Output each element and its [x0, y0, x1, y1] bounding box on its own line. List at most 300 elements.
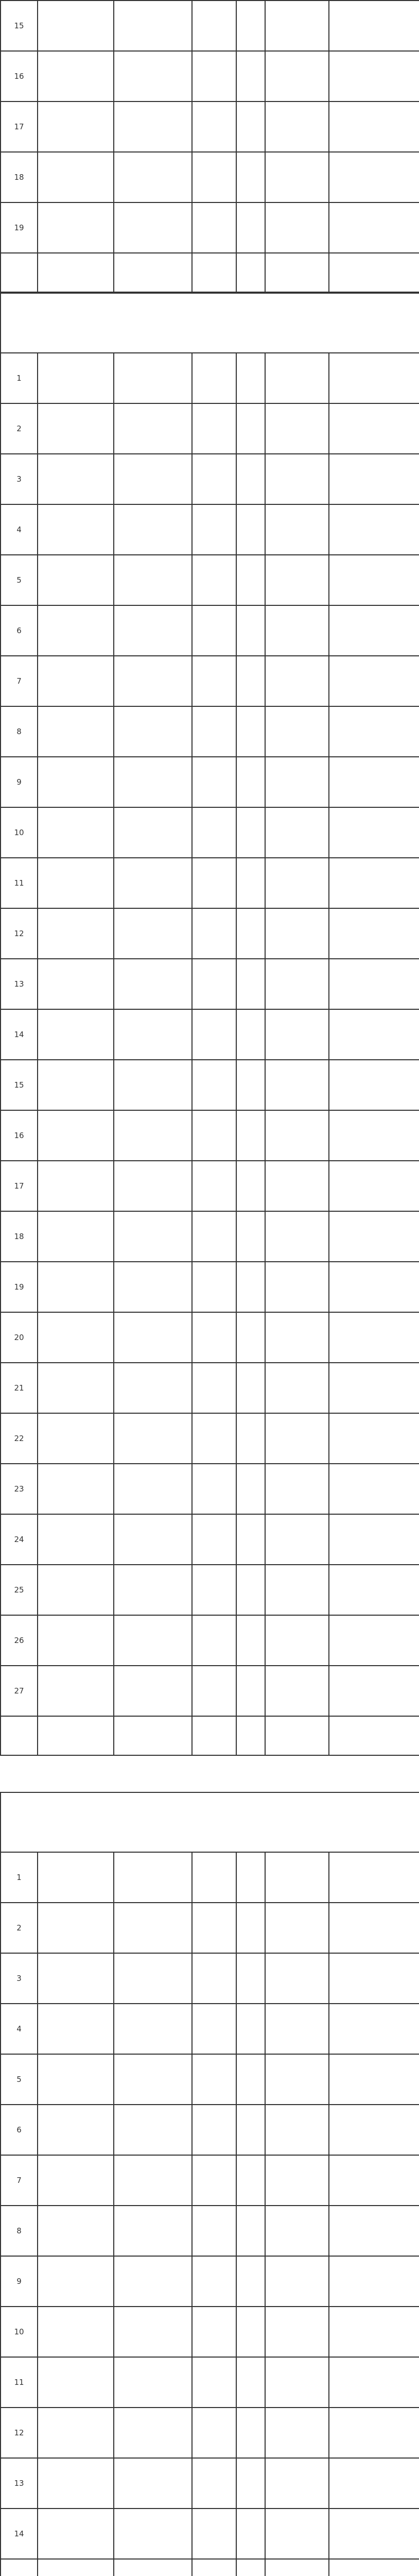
row-number: 11	[1, 858, 38, 908]
hiring-unit	[114, 2559, 192, 2576]
post-type	[192, 807, 236, 858]
post-type	[192, 2054, 236, 2105]
hiring-agency	[38, 1, 114, 51]
quota-count	[236, 1903, 265, 1953]
quota-count	[236, 2357, 265, 2408]
post-type	[192, 2256, 236, 2307]
table-row	[1, 1211, 419, 1262]
post-type	[192, 2559, 236, 2576]
major-requirement	[329, 2307, 419, 2357]
row-number: 18	[1, 1211, 38, 1262]
quota-count	[236, 2206, 265, 2256]
hiring-agency	[38, 1464, 114, 1514]
row-number: 19	[1, 202, 38, 253]
subtotal-empty-cell	[38, 253, 114, 292]
post-type	[192, 1615, 236, 1666]
table-row	[1, 1262, 419, 1312]
hiring-agency	[38, 1615, 114, 1666]
quota-count	[236, 353, 265, 403]
post-type	[192, 1, 236, 51]
quota-count	[236, 101, 265, 152]
quota-count	[236, 51, 265, 101]
row-number: 14	[1, 1009, 38, 1060]
table-row	[1, 1312, 419, 1363]
row-number: 25	[1, 1565, 38, 1615]
row-number: 17	[1, 1161, 38, 1211]
hiring-agency	[38, 908, 114, 959]
quota-count	[236, 1110, 265, 1161]
hiring-agency	[38, 2458, 114, 2509]
table-row	[1, 908, 419, 959]
hiring-agency	[38, 2105, 114, 2155]
table-row	[1, 2155, 419, 2206]
post-type	[192, 1464, 236, 1514]
subtotal-empty-cell	[265, 1716, 329, 1755]
section-title	[1, 293, 419, 353]
education-requirement	[265, 2408, 329, 2458]
post-type	[192, 2307, 236, 2357]
major-requirement	[329, 1464, 419, 1514]
table-row	[1, 555, 419, 605]
hiring-unit	[114, 2105, 192, 2155]
education-requirement	[265, 858, 329, 908]
quota-count	[236, 1666, 265, 1716]
row-number: 14	[1, 2509, 38, 2559]
post-type	[192, 2509, 236, 2559]
education-requirement	[265, 2256, 329, 2307]
quota-count	[236, 454, 265, 504]
post-type	[192, 706, 236, 757]
section-1-body	[1, 293, 419, 1755]
row-number: 18	[1, 152, 38, 202]
table-row	[1, 504, 419, 555]
row-number: 9	[1, 757, 38, 807]
hiring-unit	[114, 1161, 192, 1211]
hiring-unit	[114, 1953, 192, 2004]
post-type	[192, 1009, 236, 1060]
row-number: 16	[1, 1110, 38, 1161]
row-number: 7	[1, 2155, 38, 2206]
recruitment-table-a	[0, 0, 419, 293]
major-requirement	[329, 2004, 419, 2054]
row-number: 7	[1, 656, 38, 706]
quota-count	[236, 959, 265, 1009]
hiring-agency	[38, 1514, 114, 1565]
quota-count	[236, 605, 265, 656]
row-number: 19	[1, 1262, 38, 1312]
major-requirement	[329, 2509, 419, 2559]
hiring-agency	[38, 454, 114, 504]
row-number: 1	[1, 353, 38, 403]
hiring-unit	[114, 1110, 192, 1161]
table-row	[1, 656, 419, 706]
quota-count	[236, 1161, 265, 1211]
hiring-agency	[38, 555, 114, 605]
education-requirement	[265, 504, 329, 555]
hiring-agency	[38, 1903, 114, 1953]
hiring-unit	[114, 2458, 192, 2509]
hiring-agency	[38, 504, 114, 555]
row-number: 26	[1, 1615, 38, 1666]
major-requirement	[329, 1161, 419, 1211]
education-requirement	[265, 101, 329, 152]
subtotal-row	[1, 1716, 419, 1755]
post-type	[192, 202, 236, 253]
table-row	[1, 1009, 419, 1060]
education-requirement	[265, 1060, 329, 1110]
post-type	[192, 1060, 236, 1110]
hiring-agency	[38, 1666, 114, 1716]
major-requirement	[329, 152, 419, 202]
hiring-agency	[38, 2004, 114, 2054]
row-number: 2	[1, 403, 38, 454]
table-row	[1, 1110, 419, 1161]
education-requirement	[265, 353, 329, 403]
major-requirement	[329, 1363, 419, 1413]
post-type	[192, 152, 236, 202]
major-requirement	[329, 1953, 419, 2004]
hiring-agency	[38, 807, 114, 858]
hiring-agency	[38, 202, 114, 253]
major-requirement	[329, 202, 419, 253]
hiring-agency	[38, 353, 114, 403]
table-row	[1, 605, 419, 656]
hiring-unit	[114, 2206, 192, 2256]
hiring-agency	[38, 2256, 114, 2307]
quota-count	[236, 656, 265, 706]
post-type	[192, 858, 236, 908]
hiring-agency	[38, 1413, 114, 1464]
post-type	[192, 555, 236, 605]
table-row	[1, 2559, 419, 2576]
hiring-agency	[38, 2054, 114, 2105]
table-row	[1, 454, 419, 504]
education-requirement	[265, 1464, 329, 1514]
hiring-agency	[38, 605, 114, 656]
row-number: 20	[1, 1312, 38, 1363]
table-row	[1, 1060, 419, 1110]
row-number: 15	[1, 1060, 38, 1110]
education-requirement	[265, 152, 329, 202]
hiring-unit	[114, 605, 192, 656]
hiring-agency	[38, 656, 114, 706]
table-row	[1, 1514, 419, 1565]
post-type	[192, 454, 236, 504]
hiring-unit	[114, 1009, 192, 1060]
quota-count	[236, 1009, 265, 1060]
table-row	[1, 2004, 419, 2054]
hiring-unit	[114, 403, 192, 454]
education-requirement	[265, 1363, 329, 1413]
row-number: 3	[1, 454, 38, 504]
section-gap	[0, 1756, 419, 1792]
major-requirement	[329, 454, 419, 504]
education-requirement	[265, 555, 329, 605]
major-requirement	[329, 1009, 419, 1060]
hiring-unit	[114, 2307, 192, 2357]
hiring-unit	[114, 1413, 192, 1464]
hiring-agency	[38, 2509, 114, 2559]
education-requirement	[265, 656, 329, 706]
post-type	[192, 605, 236, 656]
table-row	[1, 1903, 419, 1953]
quota-count	[236, 2004, 265, 2054]
table-row	[1, 202, 419, 253]
hiring-unit	[114, 152, 192, 202]
post-type	[192, 1363, 236, 1413]
quota-count	[236, 1060, 265, 1110]
quota-count	[236, 757, 265, 807]
education-requirement	[265, 1161, 329, 1211]
quota-count	[236, 908, 265, 959]
row-number: 5	[1, 555, 38, 605]
hiring-unit	[114, 858, 192, 908]
hiring-unit	[114, 2054, 192, 2105]
post-type	[192, 2206, 236, 2256]
row-number: 4	[1, 504, 38, 555]
row-number: 12	[1, 2408, 38, 2458]
major-requirement	[329, 706, 419, 757]
row-number: 5	[1, 2054, 38, 2105]
table-row	[1, 1666, 419, 1716]
subtotal-empty-cell	[192, 1716, 236, 1755]
quota-count	[236, 2105, 265, 2155]
hiring-agency	[38, 706, 114, 757]
row-number: 15	[1, 1, 38, 51]
table-row	[1, 1464, 419, 1514]
quota-count	[236, 2408, 265, 2458]
section-2-body	[1, 1792, 419, 2576]
post-type	[192, 2155, 236, 2206]
table-row	[1, 1413, 419, 1464]
row-number: 10	[1, 2307, 38, 2357]
hiring-agency	[38, 2155, 114, 2206]
post-type	[192, 2408, 236, 2458]
education-requirement	[265, 2054, 329, 2105]
hiring-unit	[114, 1, 192, 51]
row-number: 4	[1, 2004, 38, 2054]
education-requirement	[265, 757, 329, 807]
post-type	[192, 1262, 236, 1312]
hiring-agency	[38, 1211, 114, 1262]
education-requirement	[265, 1565, 329, 1615]
row-number: 3	[1, 1953, 38, 2004]
row-number: 9	[1, 2256, 38, 2307]
major-requirement	[329, 555, 419, 605]
quota-count	[236, 2054, 265, 2105]
hiring-agency	[38, 1161, 114, 1211]
hiring-agency	[38, 2206, 114, 2256]
hiring-unit	[114, 1565, 192, 1615]
major-requirement	[329, 1615, 419, 1666]
major-requirement	[329, 2206, 419, 2256]
major-requirement	[329, 403, 419, 454]
major-requirement	[329, 656, 419, 706]
major-requirement	[329, 101, 419, 152]
row-number: 12	[1, 908, 38, 959]
hiring-agency	[38, 1262, 114, 1312]
hiring-unit	[114, 1852, 192, 1903]
education-requirement	[265, 1903, 329, 1953]
row-number: 8	[1, 2206, 38, 2256]
table-row	[1, 353, 419, 403]
quota-count	[236, 152, 265, 202]
subtotal-empty-cell	[329, 253, 419, 292]
row-number: 6	[1, 2105, 38, 2155]
major-requirement	[329, 2408, 419, 2458]
post-type	[192, 1110, 236, 1161]
hiring-unit	[114, 504, 192, 555]
quota-count	[236, 2256, 265, 2307]
quota-count	[236, 1, 265, 51]
education-requirement	[265, 908, 329, 959]
quota-count	[236, 1953, 265, 2004]
education-requirement	[265, 51, 329, 101]
post-type	[192, 101, 236, 152]
quota-count	[236, 1464, 265, 1514]
recruitment-table-b	[0, 293, 419, 1756]
education-requirement	[265, 1211, 329, 1262]
subtotal-value	[236, 253, 265, 292]
table-row	[1, 2458, 419, 2509]
hiring-agency	[38, 1565, 114, 1615]
major-requirement	[329, 1312, 419, 1363]
education-requirement	[265, 1009, 329, 1060]
major-requirement	[329, 2458, 419, 2509]
hiring-unit	[114, 2357, 192, 2408]
hiring-unit	[114, 454, 192, 504]
table-row	[1, 1565, 419, 1615]
hiring-unit	[114, 2004, 192, 2054]
table-row	[1, 706, 419, 757]
education-requirement	[265, 807, 329, 858]
education-requirement	[265, 1953, 329, 2004]
hiring-unit	[114, 2509, 192, 2559]
row-number: 22	[1, 1413, 38, 1464]
post-type	[192, 656, 236, 706]
post-type	[192, 908, 236, 959]
quota-count	[236, 2155, 265, 2206]
hiring-agency	[38, 1363, 114, 1413]
table-row	[1, 2054, 419, 2105]
hiring-unit	[114, 807, 192, 858]
quota-count	[236, 807, 265, 858]
table-row	[1, 152, 419, 202]
hiring-unit	[114, 959, 192, 1009]
quota-count	[236, 1312, 265, 1363]
major-requirement	[329, 2155, 419, 2206]
hiring-unit	[114, 1060, 192, 1110]
education-requirement	[265, 2105, 329, 2155]
post-type	[192, 504, 236, 555]
major-requirement	[329, 1060, 419, 1110]
hiring-unit	[114, 101, 192, 152]
hiring-agency	[38, 2357, 114, 2408]
education-requirement	[265, 2206, 329, 2256]
row-number: 8	[1, 706, 38, 757]
table-row	[1, 1852, 419, 1903]
major-requirement	[329, 2559, 419, 2576]
table-row	[1, 2206, 419, 2256]
table-row	[1, 2357, 419, 2408]
post-type	[192, 2105, 236, 2155]
post-type	[192, 1953, 236, 2004]
quota-count	[236, 1211, 265, 1262]
hiring-agency	[38, 2408, 114, 2458]
major-requirement	[329, 1852, 419, 1903]
hiring-agency	[38, 858, 114, 908]
table-row	[1, 2256, 419, 2307]
education-requirement	[265, 1852, 329, 1903]
quota-count	[236, 2458, 265, 2509]
row-number: 2	[1, 1903, 38, 1953]
table-row	[1, 51, 419, 101]
quota-count	[236, 1615, 265, 1666]
quota-count	[236, 2307, 265, 2357]
education-requirement	[265, 2357, 329, 2408]
recruitment-table-c	[0, 1792, 419, 2576]
major-requirement	[329, 605, 419, 656]
hiring-unit	[114, 2408, 192, 2458]
education-requirement	[265, 2559, 329, 2576]
row-number: 27	[1, 1666, 38, 1716]
table-row	[1, 858, 419, 908]
post-type	[192, 1413, 236, 1464]
major-requirement	[329, 51, 419, 101]
quota-count	[236, 2509, 265, 2559]
table-row	[1, 1161, 419, 1211]
major-requirement	[329, 1903, 419, 1953]
education-requirement	[265, 1514, 329, 1565]
post-type	[192, 1211, 236, 1262]
subtotal-label	[1, 1716, 38, 1755]
hiring-agency	[38, 2559, 114, 2576]
table-row	[1, 1953, 419, 2004]
row-number: 1	[1, 1852, 38, 1903]
post-type	[192, 757, 236, 807]
hiring-agency	[38, 959, 114, 1009]
quota-count	[236, 1514, 265, 1565]
hiring-unit	[114, 1666, 192, 1716]
hiring-unit	[114, 1363, 192, 1413]
section-title	[1, 1792, 419, 1852]
row-number: 10	[1, 807, 38, 858]
hiring-agency	[38, 1852, 114, 1903]
post-type	[192, 353, 236, 403]
row-number: 17	[1, 101, 38, 152]
post-type	[192, 403, 236, 454]
major-requirement	[329, 1110, 419, 1161]
post-type	[192, 1312, 236, 1363]
quota-count	[236, 555, 265, 605]
row-number: 21	[1, 1363, 38, 1413]
section-title-row	[1, 293, 419, 353]
hiring-agency	[38, 403, 114, 454]
hiring-unit	[114, 202, 192, 253]
row-number: 16	[1, 51, 38, 101]
education-requirement	[265, 605, 329, 656]
major-requirement	[329, 908, 419, 959]
subtotal-empty-cell	[114, 253, 192, 292]
subtotal-value	[236, 1716, 265, 1755]
table-row	[1, 2307, 419, 2357]
post-type	[192, 1666, 236, 1716]
hiring-agency	[38, 1060, 114, 1110]
education-requirement	[265, 202, 329, 253]
quota-count	[236, 1565, 265, 1615]
education-requirement	[265, 2307, 329, 2357]
quota-count	[236, 706, 265, 757]
